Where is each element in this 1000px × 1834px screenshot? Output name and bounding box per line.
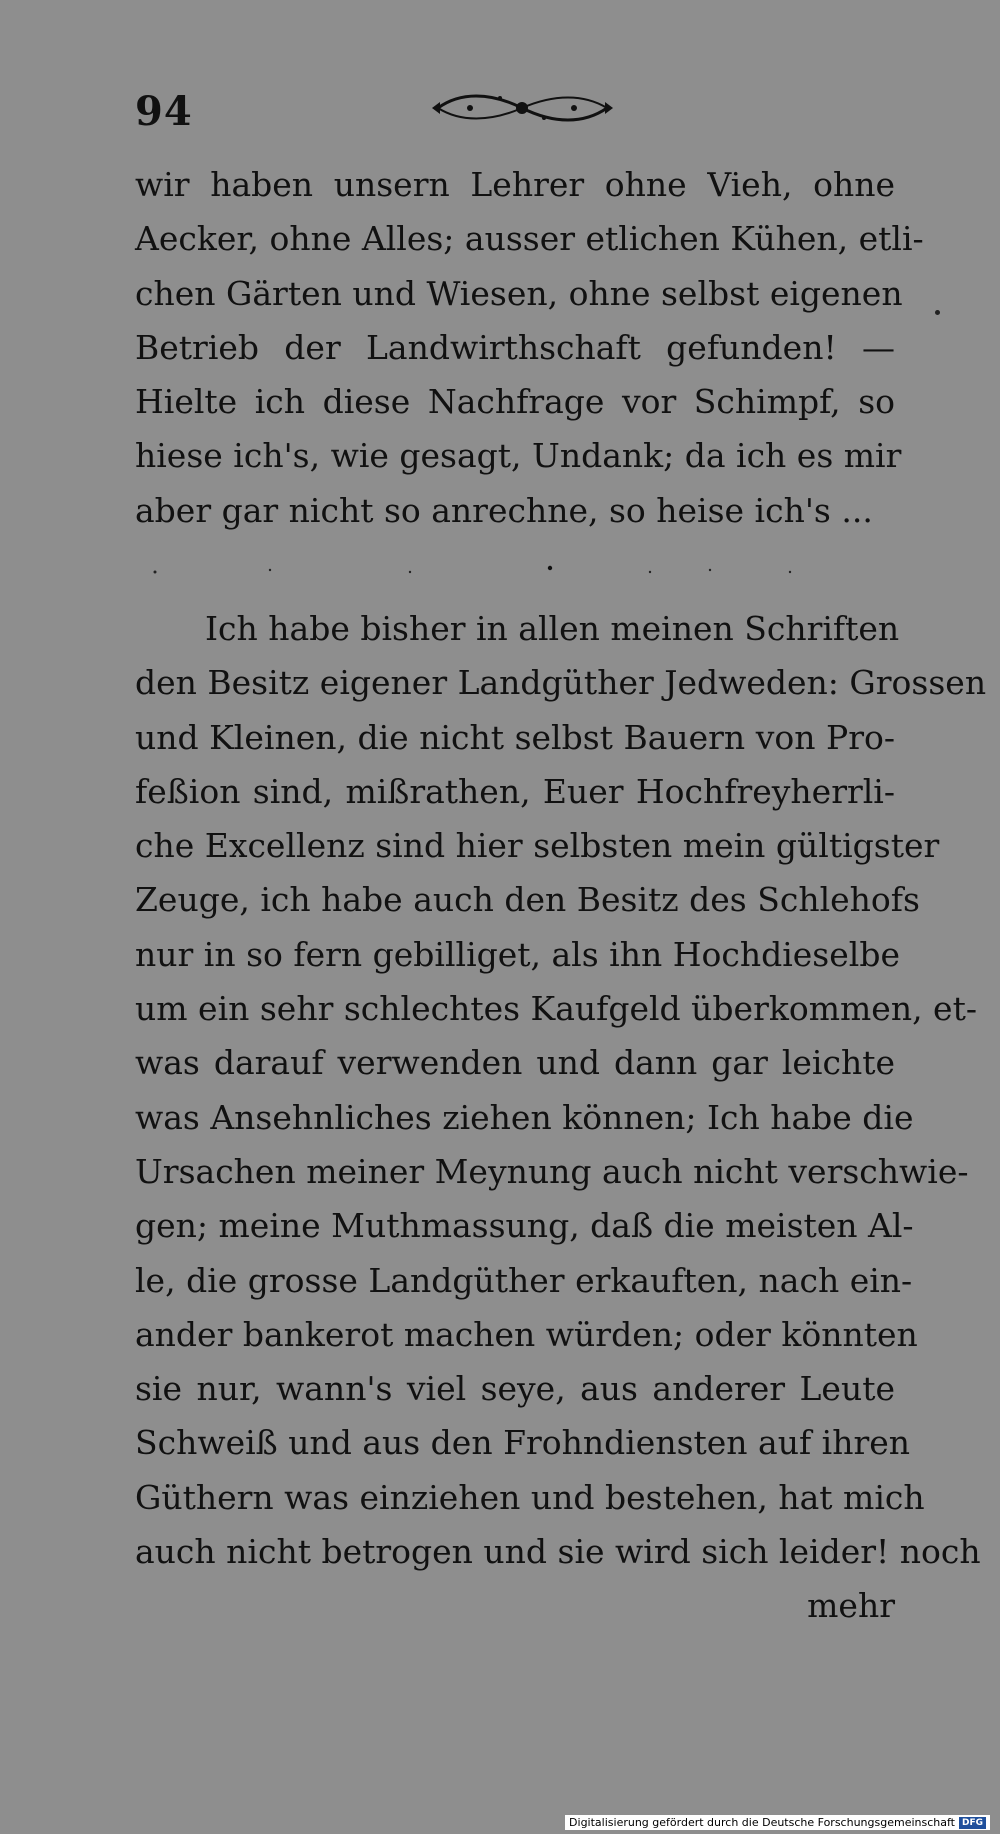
text-line: sie nur, wann's viel seye, aus anderer Leute	[135, 1369, 895, 1409]
text-line: Betrieb der Landwirthschaft gefunden! —	[135, 327, 895, 367]
text-line: aber gar nicht so anrechne, so heise ich's ...	[135, 490, 873, 530]
text-line: wir haben unsern Lehrer ohne Vieh, ohne	[135, 165, 895, 204]
text-line: ander bankerot machen würden; oder könnten	[135, 1314, 918, 1354]
page-number: 94	[135, 88, 193, 135]
text-line: Ich habe bisher in allen meinen Schriften	[205, 609, 900, 648]
footer-text: Digitalisierung gefördert durch die Deutsche Forschungsgemeinschaft	[569, 1816, 955, 1829]
text-line: um ein sehr schlechtes Kaufgeld überkommen, et-	[135, 989, 977, 1029]
text-line: hiese ich's, wie gesagt, Undank; da ich es mir	[135, 436, 902, 476]
printer-ornament-icon	[430, 88, 615, 128]
scan-noise	[150, 560, 890, 580]
text-line: gen; meine Muthmassung, daß die meisten Al-	[135, 1206, 914, 1246]
paragraph-1	[135, 158, 924, 538]
text-line: nur in so fern gebilliget, als ihn Hochdieselbe	[135, 934, 900, 974]
text-line: chen Gärten und Wiesen, ohne selbst eigenen	[135, 273, 903, 313]
text-line: Güthern was einziehen und bestehen, hat mich	[135, 1477, 925, 1517]
text-line: che Excellenz sind hier selbsten mein gültigster	[135, 826, 940, 866]
dfg-logo-icon: DFG	[959, 1817, 986, 1829]
scan-speck	[935, 310, 940, 315]
text-line: Hielte ich diese Nachfrage vor Schimpf, so	[135, 382, 895, 422]
text-line: den Besitz eigener Landgüther Jedweden: Grossen	[135, 663, 987, 703]
text-line: feßion sind, mißrathen, Euer Hochfreyherrli-	[135, 771, 895, 811]
text-line: Zeuge, ich habe auch den Besitz des Schlehofs	[135, 880, 920, 920]
text-line: was Ansehnliches ziehen können; Ich habe die	[135, 1097, 914, 1137]
digitization-credit	[565, 1815, 990, 1830]
text-line: Aecker, ohne Alles; ausser etlichen Kühen, etli-	[135, 219, 924, 259]
text-line: und Kleinen, die nicht selbst Bauern von Pro-	[135, 717, 895, 757]
text-line: was darauf verwenden und dann gar leichte	[135, 1043, 895, 1083]
catchword: mehr	[807, 1586, 895, 1626]
text-line: Schweiß und aus den Frohndiensten auf ihren	[135, 1423, 911, 1463]
paragraph-2	[135, 602, 987, 1634]
text-line: Ursachen meiner Meynung auch nicht verschwie-	[135, 1151, 969, 1191]
text-line: le, die grosse Landgüther erkauften, nach ein-	[135, 1260, 913, 1300]
text-line: auch nicht betrogen und sie wird sich leider! noch	[135, 1532, 981, 1572]
